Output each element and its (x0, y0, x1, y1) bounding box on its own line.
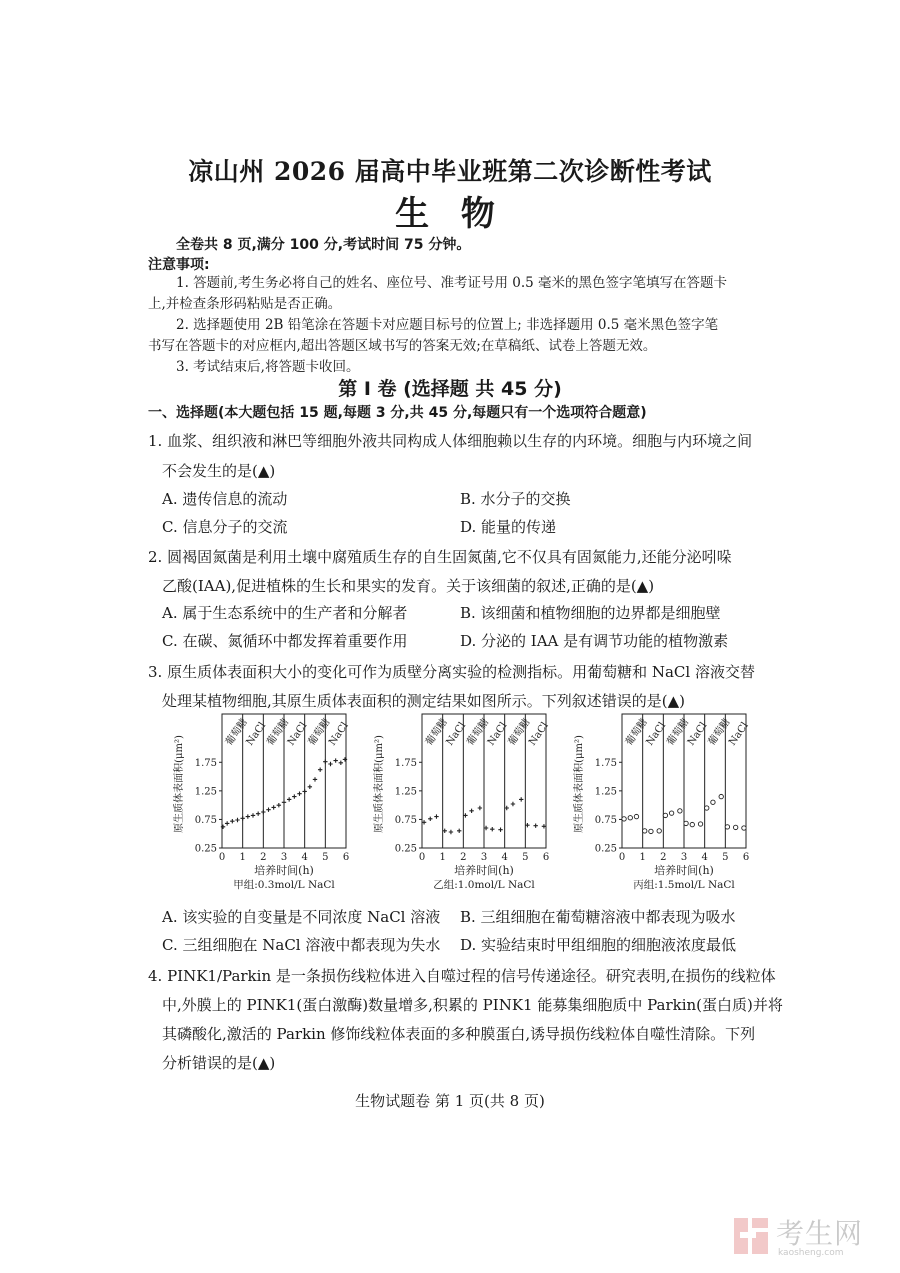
solution-label: NaCl (444, 720, 469, 748)
data-point (498, 828, 502, 832)
watermark-logo-icon (732, 1214, 772, 1258)
x-tick-label: 4 (301, 852, 308, 863)
data-point (690, 822, 694, 826)
x-tick-label: 3 (480, 852, 488, 863)
y-tick-label: 1.75 (594, 757, 617, 769)
question-3-option-a: A. 该实验的自变量是不同浓度 NaCl 溶液 (162, 908, 441, 926)
note-line: 书写在答题卡的对应框内,超出答题区域书写的答案无效;在草稿纸、试卷上答题无效。 (148, 338, 657, 354)
question-1-option-b: B. 水分子的交换 (460, 490, 571, 508)
exam-summary: 全卷共 8 页,满分 100 分,考试时间 75 分钟。 (176, 237, 471, 253)
data-point (428, 817, 432, 821)
x-tick-label: 6 (342, 852, 350, 863)
question-2-line: 2. 圆褐固氮菌是利用土壤中腐殖质生存的自生固氮菌,它不仅具有固氮能力,还能分泌吲哚 (148, 548, 732, 566)
question-1-line: 1. 血浆、组织液和淋巴等细胞外液共同构成人体细胞赖以生存的内环境。细胞与内环境之间 (148, 432, 753, 450)
data-point (422, 820, 426, 824)
x-tick-label: 4 (701, 852, 708, 863)
data-point (628, 816, 632, 820)
solution-label: 葡萄糖 (423, 716, 450, 748)
data-point (684, 821, 688, 825)
x-tick-label: 5 (522, 852, 529, 863)
data-point (663, 813, 667, 817)
solution-label: NaCl (685, 720, 710, 748)
question-1-line: 不会发生的是(▲) (162, 462, 276, 480)
x-axis-label: 培养时间(h) (654, 864, 714, 877)
y-tick-label: 0.75 (594, 814, 617, 826)
x-tick-label: 2 (460, 852, 467, 863)
question-4-line: 中,外膜上的 PINK1(蛋白激酶)数量增多,积累的 PINK1 能募集细胞质中 Parkin(蛋白质)并将 (162, 996, 783, 1014)
x-tick-label: 6 (742, 852, 750, 863)
data-point (343, 757, 347, 761)
y-tick-label: 0.25 (594, 843, 617, 855)
question-4-line: 其磷酸化,激活的 Parkin 修饰线粒体表面的多种膜蛋白,诱导损伤线粒体自噬性清除。下列 (162, 1025, 756, 1043)
data-point (297, 792, 301, 796)
data-point (657, 829, 661, 833)
question-2-option-b: B. 该细菌和植物细胞的边界都是细胞壁 (460, 604, 721, 622)
solution-label: 葡萄糖 (506, 716, 533, 748)
x-tick-label: 0 (218, 852, 226, 863)
x-tick-label: 0 (618, 852, 626, 863)
solution-label: 葡萄糖 (665, 716, 692, 748)
y-tick-label: 1.75 (194, 757, 217, 769)
question-2-line: 乙酸(IAA),促进植株的生长和果实的发育。关于该细菌的叙述,正确的是(▲) (162, 577, 655, 595)
solution-label: 葡萄糖 (306, 716, 333, 748)
x-tick-label: 3 (280, 852, 288, 863)
data-point (323, 760, 327, 764)
data-point (292, 794, 296, 798)
data-point (261, 810, 265, 814)
x-tick-label: 5 (722, 852, 729, 863)
note-line: 2. 选择题使用 2B 铅笔涂在答题卡对应题目标号的位置上; 非选择题用 0.5 毫米黑色签字笔 (176, 317, 719, 333)
question-1-option-a: A. 遗传信息的流动 (162, 490, 288, 508)
data-point (463, 813, 467, 817)
section-title: 一、选择题(本大题包括 15 题,每题 3 分,共 45 分,每题只有一个选项符合题意) (148, 405, 647, 421)
data-point (449, 830, 453, 834)
solution-label: NaCl (644, 720, 669, 748)
question-2-option-a: A. 属于生态系统中的生产者和分解者 (162, 604, 408, 622)
data-point (230, 819, 234, 823)
question-3-option-d: D. 实验结束时甲组细胞的细胞液浓度最低 (460, 936, 737, 954)
data-point (266, 808, 270, 812)
data-point (742, 826, 746, 830)
solution-label: NaCl (727, 720, 751, 748)
data-point (308, 785, 312, 789)
chart-group-jia (172, 708, 362, 898)
question-3-option-c: C. 三组细胞在 NaCl 溶液中都表现为失水 (162, 936, 441, 954)
note-line: 上,并检查条形码粘贴是否正确。 (148, 296, 342, 312)
chart-title: 乙组:1.0mol/L NaCl (433, 879, 535, 891)
part-title: 第 Ⅰ 卷 (选择题 共 45 分) (338, 378, 562, 400)
page-footer: 生物试题卷 第 1 页(共 8 页) (355, 1092, 545, 1110)
data-point (333, 758, 337, 762)
data-point (705, 806, 709, 810)
data-point (339, 761, 343, 765)
question-1-option-d: D. 能量的传递 (460, 518, 557, 536)
data-point (443, 829, 447, 833)
data-point (511, 802, 515, 806)
y-tick-label: 0.75 (394, 814, 417, 826)
x-tick-label: 3 (680, 852, 688, 863)
notes-title: 注意事项: (148, 257, 210, 273)
data-point (313, 777, 317, 781)
data-point (519, 797, 523, 801)
question-3-line: 3. 原生质体表面积大小的变化可作为质壁分离实验的检测指标。用葡萄糖和 NaCl 溶液交替 (148, 663, 755, 681)
data-point (669, 811, 673, 815)
data-point (302, 789, 306, 793)
data-point (525, 823, 529, 827)
watermark (732, 1212, 892, 1262)
data-point (271, 805, 275, 809)
watermark-sub: kaosheng.com (778, 1248, 844, 1258)
data-point (287, 797, 291, 801)
y-tick-label: 1.25 (594, 786, 617, 798)
data-point (277, 803, 281, 807)
data-point (505, 806, 509, 810)
y-tick-label: 0.25 (194, 843, 217, 855)
x-tick-label: 2 (260, 852, 267, 863)
solution-label: 葡萄糖 (223, 716, 250, 748)
question-3-line: 处理某植物细胞,其原生质体表面积的测定结果如图所示。下列叙述错误的是(▲) (162, 692, 686, 710)
solution-label: NaCl (285, 720, 310, 748)
data-point (711, 800, 715, 804)
data-point (649, 829, 653, 833)
x-tick-label: 6 (542, 852, 550, 863)
x-tick-label: 1 (239, 852, 246, 863)
note-line: 1. 答题前,考生务必将自己的姓名、座位号、准考证号用 0.5 毫米的黑色签字笔填写在答题卡 (176, 275, 728, 291)
data-point (484, 826, 488, 830)
data-point (478, 806, 482, 810)
y-tick-label: 1.25 (394, 786, 417, 798)
data-point (469, 809, 473, 813)
data-point (246, 814, 250, 818)
data-point (643, 829, 647, 833)
y-axis-label: 原生质体表面积(μm²) (174, 735, 185, 833)
x-axis-label: 培养时间(h) (454, 864, 514, 877)
solution-label: 葡萄糖 (706, 716, 733, 748)
x-tick-label: 5 (322, 852, 329, 863)
data-point (698, 822, 702, 826)
x-tick-label: 4 (501, 852, 508, 863)
data-point (240, 816, 244, 820)
question-4-line: 4. PINK1/Parkin 是一条损伤线粒体进入自噬过程的信号传递途径。研究表明,在损伤的线粒体 (148, 967, 776, 985)
solution-label: NaCl (327, 720, 351, 748)
y-axis-label: 原生质体表面积(μm²) (574, 735, 585, 833)
x-axis-label: 培养时间(h) (254, 864, 314, 877)
solution-label: NaCl (244, 720, 269, 748)
data-point (256, 812, 260, 816)
x-tick-label: 0 (418, 852, 426, 863)
watermark-text: 考生网 (776, 1217, 864, 1250)
data-point (719, 794, 723, 798)
data-point (490, 827, 494, 831)
chart-group-yi (372, 708, 562, 898)
y-tick-label: 0.75 (194, 814, 217, 826)
solution-label: 葡萄糖 (265, 716, 292, 748)
solution-label: NaCl (485, 720, 510, 748)
data-point (328, 762, 332, 766)
data-point (457, 829, 461, 833)
y-tick-label: 1.75 (394, 757, 417, 769)
chart-title: 甲组:0.3mol/L NaCl (233, 879, 335, 891)
y-tick-label: 1.25 (194, 786, 217, 798)
x-tick-label: 1 (639, 852, 646, 863)
data-point (318, 768, 322, 772)
data-point (733, 825, 737, 829)
data-point (725, 825, 729, 829)
solution-label: NaCl (527, 720, 551, 748)
y-axis-label: 原生质体表面积(μm²) (374, 735, 385, 833)
data-point (235, 818, 239, 822)
note-line: 3. 考试结束后,将答题卡收回。 (176, 359, 360, 375)
subject-title: 生 物 (395, 194, 505, 234)
data-point (282, 800, 286, 804)
solution-label: 葡萄糖 (623, 716, 650, 748)
data-point (225, 821, 229, 825)
data-point (678, 809, 682, 813)
x-tick-label: 1 (439, 852, 446, 863)
data-point (434, 814, 438, 818)
question-2-option-c: C. 在碳、氮循环中都发挥着重要作用 (162, 632, 408, 650)
question-4-line: 分析错误的是(▲) (162, 1054, 276, 1072)
question-2-option-d: D. 分泌的 IAA 是有调节功能的植物激素 (460, 632, 729, 650)
data-point (251, 813, 255, 817)
data-point (533, 824, 537, 828)
question-1-option-c: C. 信息分子的交流 (162, 518, 288, 536)
solution-label: 葡萄糖 (465, 716, 492, 748)
data-point (542, 824, 546, 828)
chart-group-bing (572, 708, 762, 898)
chart-title: 丙组:1.5mol/L NaCl (633, 879, 735, 891)
question-3-option-b: B. 三组细胞在葡萄糖溶液中都表现为吸水 (460, 908, 736, 926)
data-point (221, 825, 225, 829)
data-point (634, 814, 638, 818)
y-tick-label: 0.25 (394, 843, 417, 855)
x-tick-label: 2 (660, 852, 667, 863)
exam-title: 凉山州 2026 届高中毕业班第二次诊断性考试 (188, 157, 712, 186)
data-point (622, 817, 626, 821)
